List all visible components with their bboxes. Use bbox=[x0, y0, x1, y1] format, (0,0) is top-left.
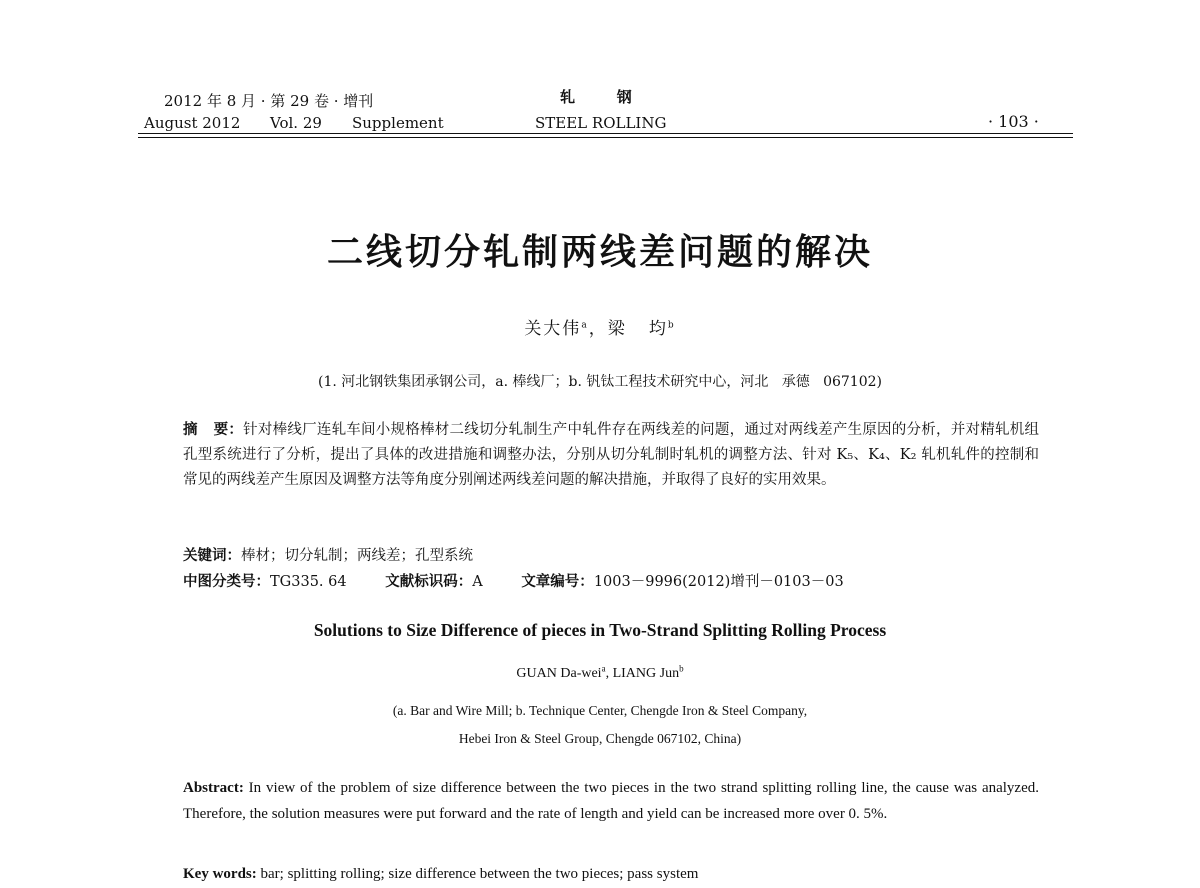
author-1-en: GUAN Da-wei bbox=[516, 666, 602, 681]
classification-row bbox=[183, 570, 844, 591]
keywords-cn bbox=[183, 544, 473, 565]
abstract-cn bbox=[183, 418, 1039, 493]
clc-value: TG335. 64 bbox=[270, 574, 347, 590]
authors-en bbox=[0, 663, 1200, 682]
keywords-en bbox=[183, 866, 698, 883]
author-1-cn-sup: a bbox=[581, 320, 589, 331]
author-separator-en: , bbox=[605, 666, 613, 681]
header-rule bbox=[138, 133, 1073, 134]
author-2-cn: 梁 均 bbox=[607, 319, 668, 339]
header-rule-thin bbox=[138, 137, 1073, 138]
paper-title-cn: 二线切分轧制两线差问题的解决 bbox=[326, 232, 873, 273]
author-1-en-sup: a bbox=[601, 663, 606, 674]
keywords-cn-text: 棒材；切分轧制；两线差；孔型系统 bbox=[241, 548, 473, 564]
author-2-en-sup: b bbox=[679, 663, 684, 674]
doc-code-label: 文献标识码： bbox=[385, 574, 473, 590]
header-en-supplement: Supplement bbox=[352, 114, 444, 132]
journal-title-en: STEEL ROLLING bbox=[535, 114, 667, 132]
abstract-en-text: In view of the problem of size difference between the two pieces in the two strand splitting rolling line, the cause was analyzed. Therefore, the solution measures were put forward and the rate of length and yield can be increased more over 0. 5%. bbox=[183, 780, 1039, 822]
abstract-en-label: Abstract: bbox=[183, 780, 244, 796]
keywords-cn-label: 关键词： bbox=[183, 548, 241, 564]
affiliation-cn: (1. 河北钢铁集团承钢公司，a. 棒线厂；b. 钒钛工程技术研究中心，河北 承德 067102) bbox=[318, 374, 882, 390]
author-separator-cn: ， bbox=[588, 319, 608, 339]
paper-title-en: Solutions to Size Difference of pieces in Two-Strand Splitting Rolling Process bbox=[313, 620, 887, 640]
clc-label: 中图分类号： bbox=[183, 574, 270, 590]
author-2-cn-sup: b bbox=[667, 320, 676, 331]
author-2-en: LIANG Jun bbox=[612, 666, 680, 681]
affiliation-en-line-1: (a. Bar and Wire Mill; b. Technique Center, Chengde Iron & Steel Company, bbox=[392, 703, 808, 718]
abstract-en bbox=[183, 775, 1039, 827]
journal-title-cn: 轧 钢 bbox=[560, 88, 632, 106]
abstract-cn-text: 针对棒线厂连轧车间小规格棒材二线切分轧制生产中轧件存在两线差的问题，通过对两线差产生原因的分析，并对精轧机组孔型系统进行了分析，提出了具体的改进措施和调整办法，分别从切分轧制时轧机的调整方法、针对 K₅、K₄、K₂ 轧机轧件的控制和常见的两线差产生原因及调整方法等角度分别阐述两线差问题的解决措施，并取得了良好的实用效果。 bbox=[183, 422, 1039, 488]
abstract-cn-label: 摘 要： bbox=[183, 422, 244, 438]
article-number-value: 1003－9996(2012)增刊－0103－03 bbox=[593, 574, 844, 590]
author-1-cn: 关大伟 bbox=[524, 319, 582, 339]
keywords-en-text: bar; splitting rolling; size difference between the two pieces; pass system bbox=[256, 866, 699, 882]
keywords-en-label: Key words: bbox=[183, 866, 257, 882]
header-en-volume: Vol. 29 bbox=[270, 114, 322, 132]
doc-code-value: A bbox=[472, 574, 483, 590]
authors-cn bbox=[0, 314, 1200, 339]
page-number: · 103 · bbox=[988, 112, 1039, 131]
header-en-date: August 2012 bbox=[144, 114, 241, 132]
affiliation-en-line-2: Hebei Iron & Steel Group, Chengde 067102, China) bbox=[458, 731, 742, 746]
header-cn-date-volume: 2012 年 8 月 · 第 29 卷 · 增刊 bbox=[164, 92, 374, 110]
article-number-label: 文章编号： bbox=[521, 574, 594, 590]
